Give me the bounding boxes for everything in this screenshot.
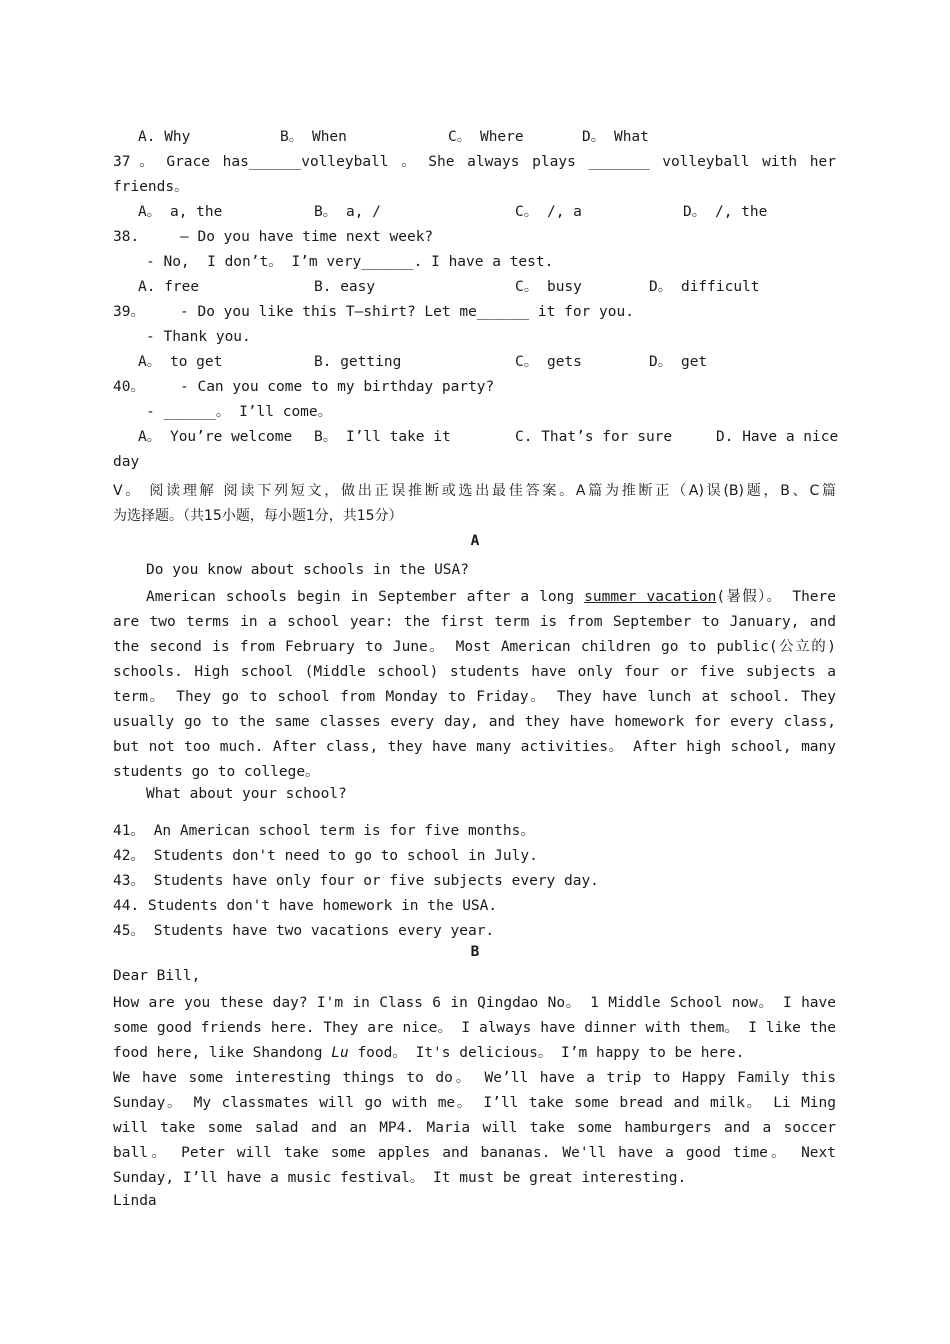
q37-blank: _______ xyxy=(588,154,650,170)
q36-option-a: A. Why xyxy=(138,129,191,145)
passage-a-heading: A xyxy=(470,533,480,549)
q37-option-b: B。 a, / xyxy=(314,204,381,220)
statement-41: 41。 An American school term is for five months。 xyxy=(113,823,535,839)
q36-option-b: B。 When xyxy=(280,129,347,145)
passage-a-intro: Do you know about schools in the USA? xyxy=(146,562,470,578)
q37-option-c: C。 /, a xyxy=(515,204,582,220)
statement-44: 44. Students don't have homework in the USA. xyxy=(113,898,498,914)
q37-word: plays xyxy=(532,154,576,170)
q37-option-d: D。 /, the xyxy=(683,204,768,220)
q40-option-a: A。 You’re welcome xyxy=(138,429,293,445)
q37-stem-continued: friends。 xyxy=(113,179,189,195)
q38-option-b: B. easy xyxy=(314,279,376,295)
q38-option-d: D。 difficult xyxy=(649,279,760,295)
passage-a-closing: What about your school? xyxy=(146,786,347,802)
q37-word: She xyxy=(428,154,455,170)
section-instructions-continued: 为选择题。（共15小题，每小题1分，共15分） xyxy=(113,508,403,524)
q37-option-a: A。 a, the xyxy=(138,204,223,220)
q39-option-b: B. getting xyxy=(314,354,402,370)
q36-option-c: C。 Where xyxy=(448,129,524,145)
q37-word: volleyball xyxy=(662,154,750,170)
q39-stem: - Do you like this T—shirt? Let me______ it for you. xyxy=(180,304,634,320)
letter-paragraph-1: How are you these day? I'm in Class 6 in Qingdao No。 1 Middle School now。 I have some good friends here. They are nice。 I always have dinner with them。 I like the food here, like Shandong Lu food。 It's delicious。 I’m happy to be here. xyxy=(113,995,836,1061)
q37-stem xyxy=(113,152,836,172)
q40-option-b: B。 I’ll take it xyxy=(314,429,451,445)
q37-word: always xyxy=(467,154,520,170)
statement-42: 42。 Students don't need to go to school in July. xyxy=(113,848,538,864)
q38-stem: — Do you have time next week? xyxy=(180,229,434,245)
q40-option-d-continued: day xyxy=(113,454,140,470)
q38-option-a: A. free xyxy=(138,279,200,295)
q39-option-c: C。 gets xyxy=(515,354,582,370)
statement-43: 43。 Students have only four or five subjects every day. xyxy=(113,873,599,889)
q40-option-d: D. Have a nice xyxy=(716,429,839,445)
letter-paragraph-2: We have some interesting things to do。 We’ll have a trip to Happy Family this Sunday。 My classmates will go with me。 I’ll take some bread and milk。 Li Ming will take some salad and an MP4. Maria will take some hamburgers and a soccer ball。 Peter will take some apples and bananas. We'll have a good time。 Next Sunday, I’ll have a music festival。 It must be great interesting. xyxy=(113,1070,836,1186)
letter-greeting: Dear Bill, xyxy=(113,968,201,984)
underlined-phrase: summer vacation xyxy=(584,589,717,605)
q40-reply: - ______。 I’ll come。 xyxy=(146,404,333,420)
q39-reply: - Thank you. xyxy=(146,329,251,345)
q37-word: with xyxy=(762,154,798,170)
q39-option-a: A。 to get xyxy=(138,354,223,370)
q39-option-d: D。 get xyxy=(649,354,708,370)
statement-45: 45。 Students have two vacations every year. xyxy=(113,923,495,939)
q40-stem: - Can you come to my birthday party? xyxy=(180,379,495,395)
q39-number: 39。 xyxy=(113,304,145,320)
q37-number: 37 。 xyxy=(113,154,154,170)
letter-signature: Linda xyxy=(113,1193,157,1209)
q38-reply: - No, I don’t。 I’m very______. I have a test. xyxy=(146,254,554,270)
passage-a-paragraph: American schools begin in September after a long summer vacation(暑假）。 There are two terms in a school year: the first term is from September to January, and the second is from February to June。 Most American children go to public(公立的) schools. High school (Middle school) students have only four or five subjects a term。 They go to school from Monday to Friday。 They have lunch at school. They usually go to the same classes every day, and they have homework for every class, but not too much. After class, they have many activities。 After high school, many students go to college。 xyxy=(113,589,837,780)
q40-option-c: C. That’s for sure xyxy=(515,429,673,445)
italic-word: Lu xyxy=(331,1045,349,1061)
q37-word: Grace xyxy=(166,154,210,170)
passage-b-heading: B xyxy=(470,944,480,960)
section-instructions: V。 阅读理解 阅读下列短文，做出正误推断或选出最佳答案。A篇为推断正（A)误(B)题，B、C篇 xyxy=(113,483,836,499)
q37-word: 。 xyxy=(401,154,416,170)
q38-number: 38. xyxy=(113,229,140,245)
q36-option-d: D。 What xyxy=(582,129,649,145)
q37-word: her xyxy=(809,154,836,170)
q37-word: has______volleyball xyxy=(222,154,389,170)
q38-option-c: C。 busy xyxy=(515,279,582,295)
q40-number: 40。 xyxy=(113,379,145,395)
